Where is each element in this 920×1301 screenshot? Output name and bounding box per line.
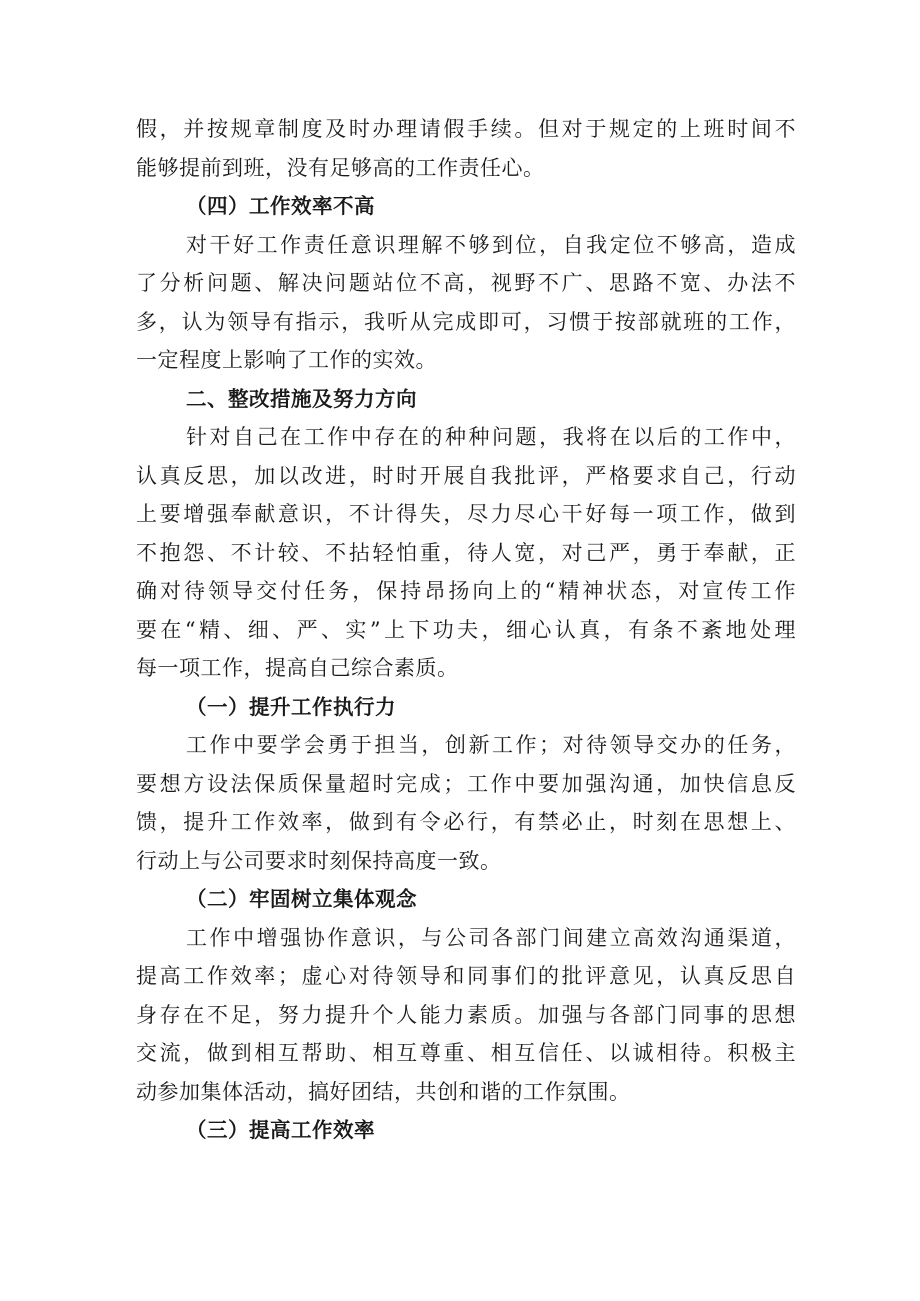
body-text-line: 确对待领导交付任务，保持昂扬向上的“精神状态，对宣传工作 bbox=[136, 579, 796, 603]
body-text-line: 交流，做到相互帮助、相互尊重、相互信任、以诚相待。积极主 bbox=[136, 1041, 796, 1065]
body-text-line: 提高工作效率；虚心对待领导和同事们的批评意见，认真反思自 bbox=[136, 964, 796, 988]
body-text-line: 能够提前到班，没有足够高的工作责任心。 bbox=[136, 155, 545, 180]
body-text-line: 每一项工作，提高自己综合素质。 bbox=[136, 656, 459, 680]
body-text-line: 一定程度上影响了工作的实效。 bbox=[136, 348, 437, 372]
body-text-line: 动参加集体活动，搞好团结，共创和谐的工作氛围。 bbox=[136, 1079, 631, 1104]
body-text-line: 要想方设法保质保量超时完成；工作中要加强沟通，加快信息反 bbox=[136, 771, 796, 796]
body-text-line: 行动上与公司要求时刻保持高度一致。 bbox=[136, 848, 502, 873]
body-text-line: 不抱怨、不计较、不拈轻怕重，待人宽，对己严，勇于奉献，正 bbox=[136, 540, 796, 565]
body-text-line: 上要增强奉献意识，不计得失，尽力尽心干好每一项工作，做到 bbox=[136, 502, 796, 526]
paragraph-first-line: 工作中增强协作意识，与公司各部门间建立高效沟通渠道， bbox=[186, 925, 796, 950]
body-text-line: 馈，提升工作效率，做到有令必行，有禁必止，时刻在思想上、 bbox=[136, 810, 796, 834]
paragraph-first-line: 对干好工作责任意识理解不够到位，自我定位不够高，造成 bbox=[186, 232, 796, 257]
body-text-line: 身存在不足，努力提升个人能力素质。加强与各部门同事的思想 bbox=[136, 1002, 796, 1027]
section-heading: （二）牢固树立集体观念 bbox=[186, 887, 417, 911]
body-text-line: 假，并按规章制度及时办理请假手续。但对于规定的上班时间不 bbox=[136, 117, 796, 141]
paragraph-first-line: 工作中要学会勇于担当，创新工作；对待领导交办的任务， bbox=[186, 733, 796, 757]
body-text-line: 了分析问题、解决问题站位不高，视野不广、思路不宽、办法不 bbox=[136, 271, 796, 295]
body-text-line: 要在“精、细、严、实”上下功夫，细心认真，有条不紊地处理 bbox=[136, 617, 796, 642]
chapter-heading: 二、整改措施及努力方向 bbox=[186, 386, 417, 411]
section-heading: （四）工作效率不高 bbox=[186, 194, 375, 218]
section-heading: （三）提高工作效率 bbox=[186, 1118, 375, 1142]
section-heading: （一）提升工作执行力 bbox=[186, 694, 396, 719]
paragraph-first-line: 针对自己在工作中存在的种种问题，我将在以后的工作中， bbox=[186, 425, 796, 449]
body-text-line: 认真反思，加以改进，时时开展自我批评，严格要求自己，行动 bbox=[136, 463, 796, 488]
body-text-line: 多，认为领导有指示，我听从完成即可，习惯于按部就班的工作， bbox=[136, 309, 796, 334]
document-page bbox=[136, 110, 796, 1150]
